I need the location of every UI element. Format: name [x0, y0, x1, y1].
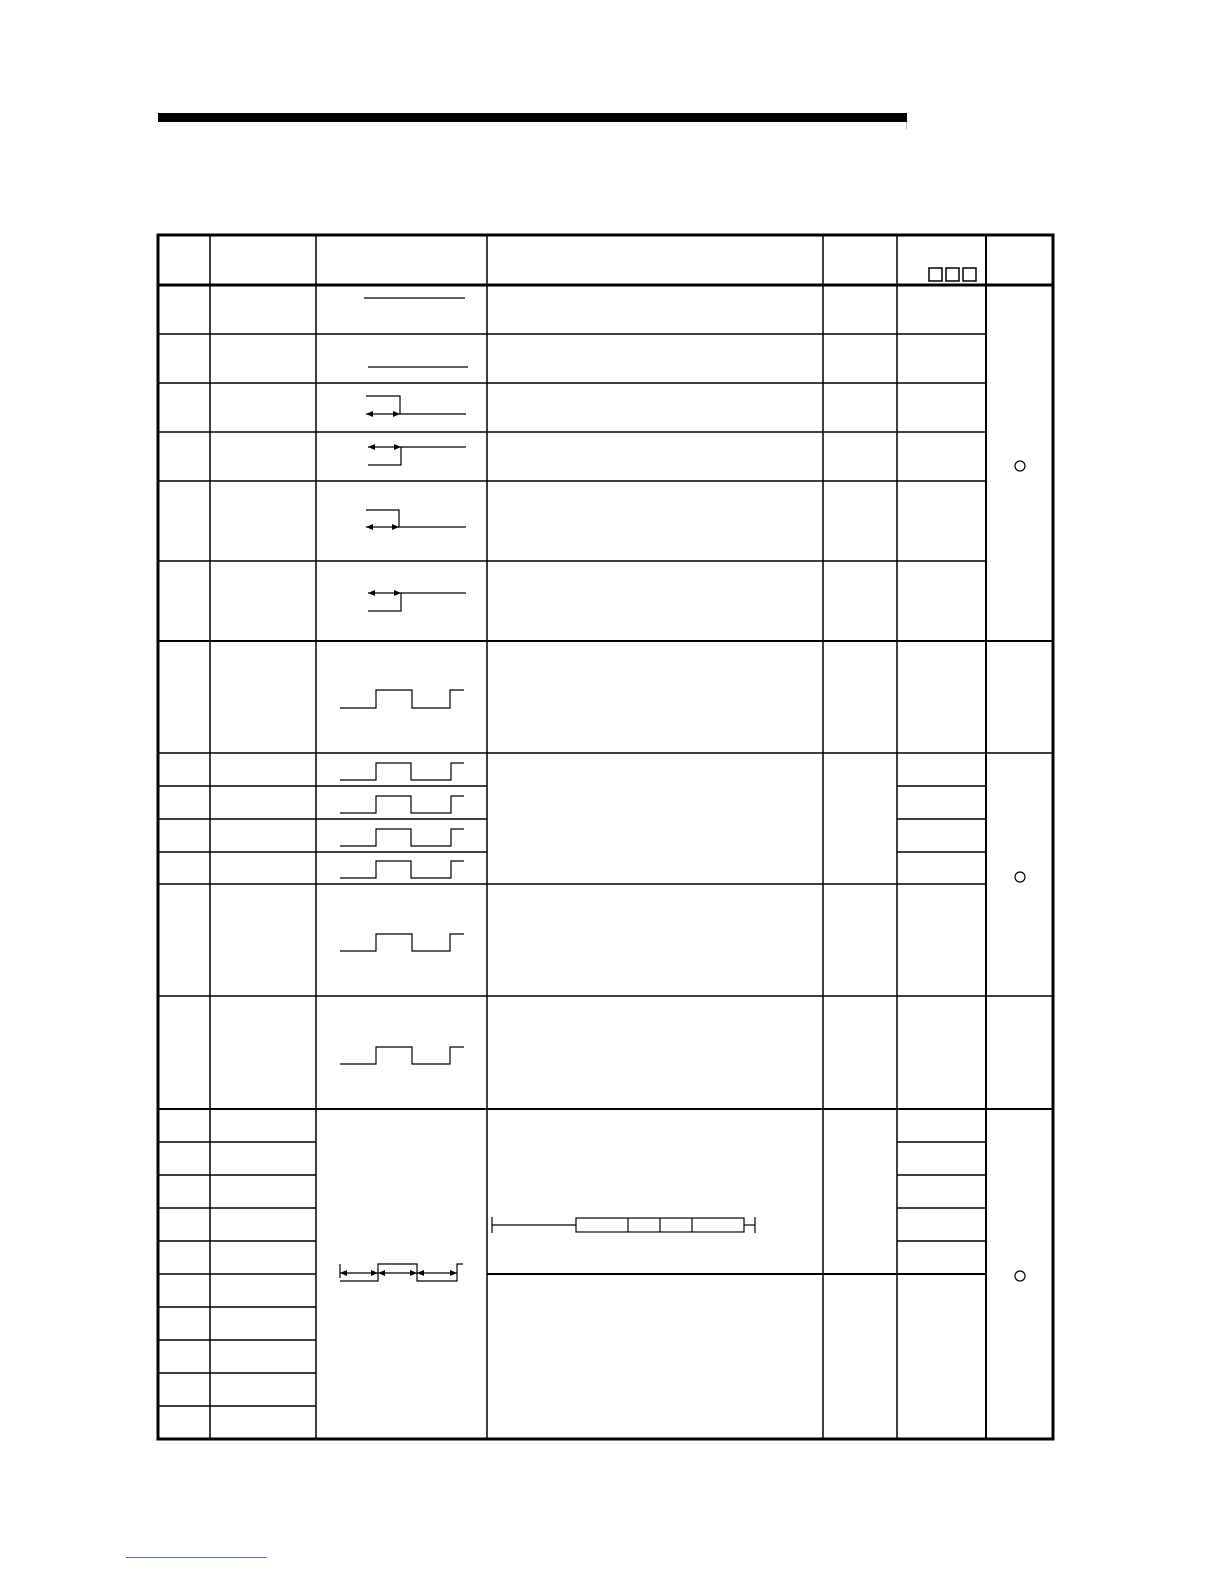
- timing-edge-rise-icon: [368, 444, 466, 465]
- timing-period-arrows-icon: [340, 1264, 463, 1281]
- table-grid: [158, 235, 1053, 1439]
- timing-clock-pulse-icon: [340, 1047, 464, 1064]
- timing-clock-pulse-icon: [340, 829, 464, 846]
- header-placeholder-boxes: [929, 268, 976, 281]
- timing-clock-pulse-icon: [340, 796, 464, 813]
- circle-mark-icon: [1015, 461, 1025, 471]
- circle-mark-icon: [1015, 872, 1025, 882]
- placeholder-box-2: [946, 268, 959, 281]
- timing-clock-pulse-icon: [340, 934, 464, 951]
- circle-mark-icon: [1015, 1271, 1025, 1281]
- timing-edge-rise-icon: [368, 590, 466, 611]
- timing-clock-pulse-icon: [340, 861, 464, 878]
- placeholder-box-3: [963, 268, 976, 281]
- timing-edge-fall-icon: [366, 396, 466, 417]
- footer-link-underline[interactable]: [126, 1557, 267, 1558]
- timing-clock-pulse-icon: [340, 763, 464, 780]
- timing-edge-fall-icon: [366, 510, 466, 530]
- placeholder-box-1: [929, 268, 942, 281]
- bit-field-bar-icon: [492, 1217, 755, 1233]
- timing-clock-pulse-icon: [340, 690, 464, 708]
